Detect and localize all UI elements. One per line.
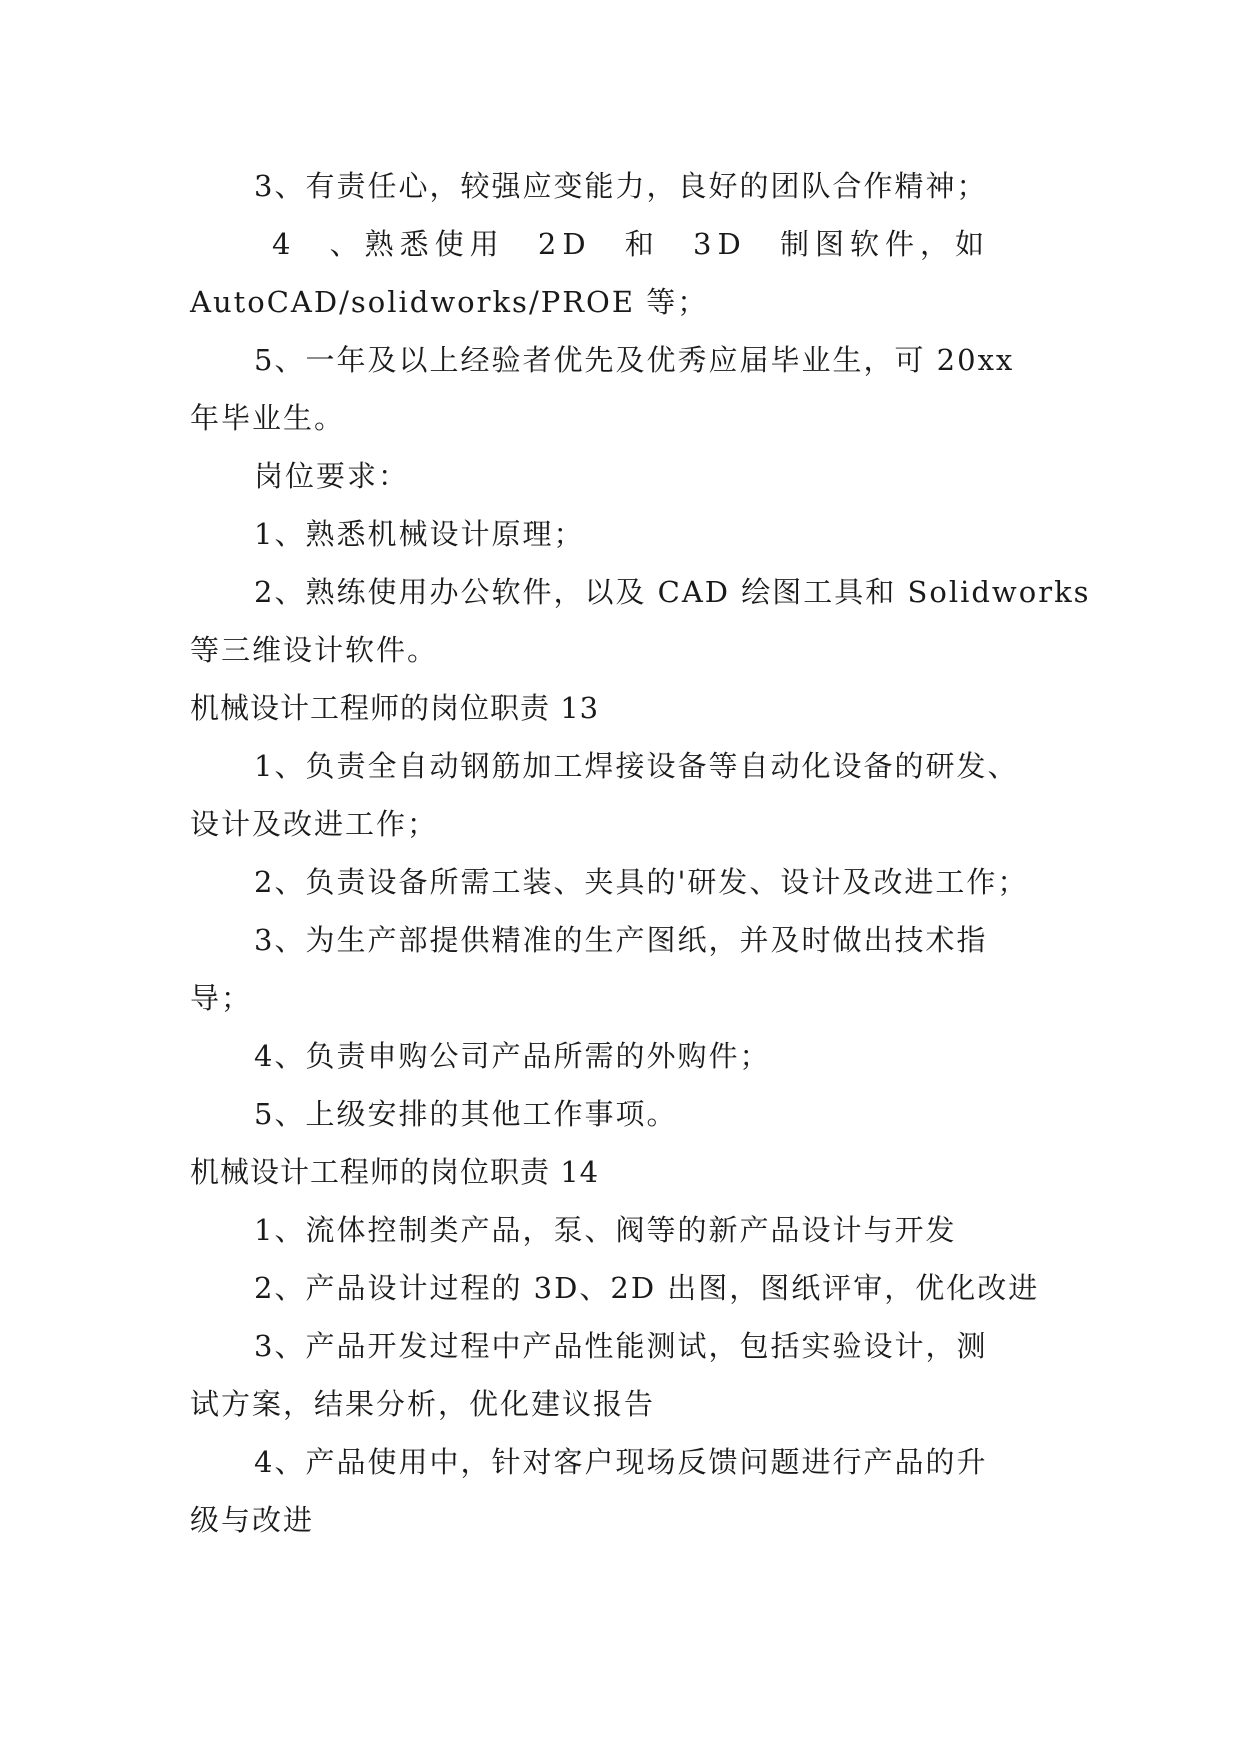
paragraph-line: 试方案，结果分析，优化建议报告 — [190, 1387, 656, 1421]
paragraph-line: 1、流体控制类产品，泵、阀等的新产品设计与开发 — [254, 1213, 957, 1247]
paragraph-line: 2、产品设计过程的 3D、2D 出图，图纸评审，优化改进 — [254, 1271, 1040, 1305]
paragraph-line: 4、负责申购公司产品所需的外购件； — [254, 1039, 771, 1073]
paragraph-line: 导； — [190, 981, 253, 1015]
section-heading: 机械设计工程师的岗位职责 14 — [190, 1155, 600, 1189]
paragraph-line: 4、产品使用中，针对客户现场反馈问题进行产品的升 — [254, 1445, 988, 1479]
paragraph-line: 3、有责任心，较强应变能力，良好的团队合作精神； — [254, 169, 988, 203]
paragraph-line: 3、产品开发过程中产品性能测试，包括实验设计，测 — [254, 1329, 988, 1363]
paragraph-line: 5、一年及以上经验者优先及优秀应届毕业生，可 20xx — [254, 343, 1015, 377]
paragraph-line: 1、熟悉机械设计原理； — [254, 517, 585, 551]
paragraph-line: 4 、熟悉使用 2D 和 3D 制图软件，如 — [272, 227, 990, 261]
document-body — [190, 157, 1091, 1549]
paragraph-line: 级与改进 — [190, 1503, 315, 1537]
paragraph-line: 2、负责设备所需工装、夹具的'研发、设计及改进工作； — [254, 865, 1029, 899]
section-heading: 机械设计工程师的岗位职责 13 — [190, 691, 600, 725]
section-label: 岗位要求： — [254, 459, 410, 493]
paragraph-line: 1、负责全自动钢筋加工焊接设备等自动化设备的研发、 — [254, 749, 1019, 783]
paragraph-line: 年毕业生。 — [190, 401, 346, 435]
paragraph-line: 2、熟练使用办公软件，以及 CAD 绘图工具和 Solidworks — [254, 575, 1091, 609]
paragraph-line: 设计及改进工作； — [190, 807, 439, 841]
paragraph-line: 5、上级安排的其他工作事项。 — [254, 1097, 678, 1131]
paragraph-line: 3、为生产部提供精准的生产图纸，并及时做出技术指 — [254, 923, 988, 957]
paragraph-line: 等三维设计软件。 — [190, 633, 439, 667]
paragraph-line: AutoCAD/solidworks/PROE 等； — [190, 285, 709, 319]
